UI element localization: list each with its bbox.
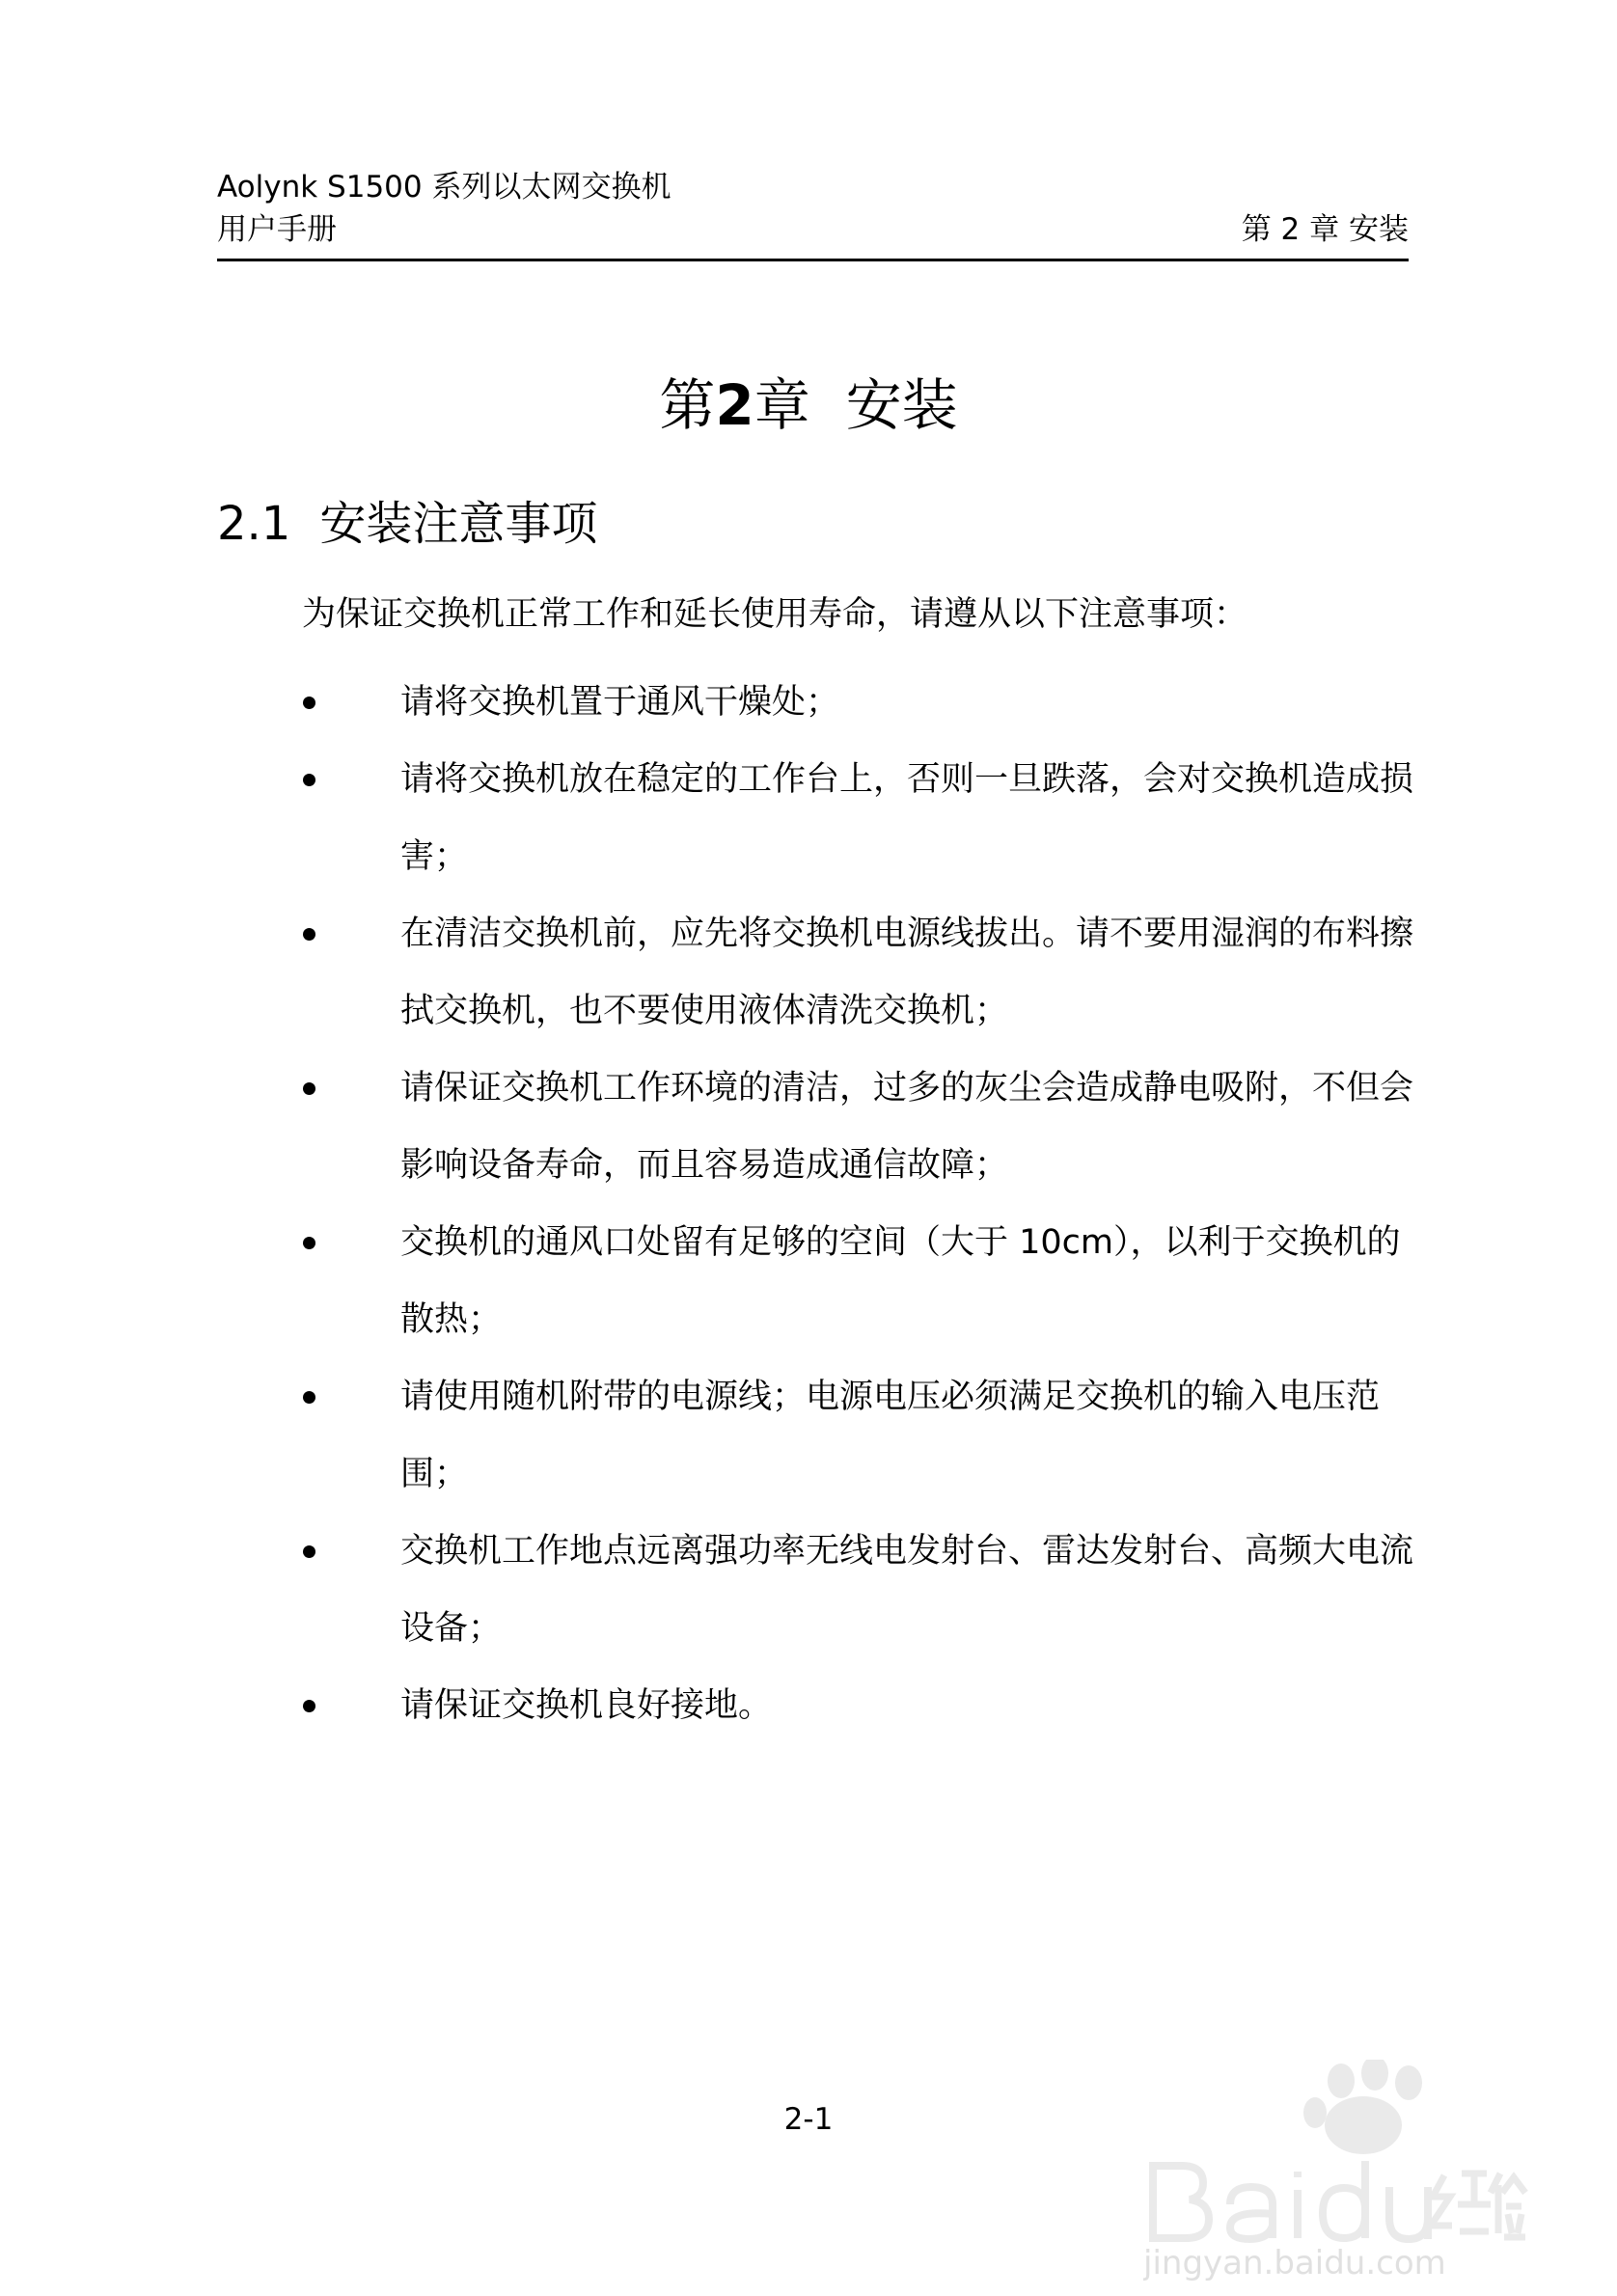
brand-wordmark	[1153, 2161, 1428, 2239]
chapter-suffix: 章	[754, 372, 810, 438]
note-text: 在清洁交换机前，应先将交换机电源线拔出。请不要用湿润的布料擦拭交换机，也不要使用液体清洗交换机；	[400, 915, 1414, 1030]
bullet-icon	[303, 1700, 315, 1712]
section-title	[217, 492, 597, 556]
list-item	[299, 1667, 1413, 1744]
list-item	[299, 664, 1413, 741]
bullet-icon	[303, 1237, 315, 1249]
section-number: 2.1	[217, 497, 291, 551]
note-text: 请使用随机附带的电源线；电源电压必须满足交换机的输入电压范围；	[400, 1378, 1381, 1493]
list-item	[299, 741, 1413, 895]
watermark-url: jingyan.baidu.com	[1143, 2244, 1446, 2282]
chapter-title	[0, 367, 1617, 444]
running-header	[217, 162, 1409, 261]
header-doc-type: 用户手册	[217, 212, 337, 247]
paw-logo-icon	[1303, 2060, 1422, 2154]
header-product-line: Aolynk S1500 系列以太网交换机	[217, 170, 671, 205]
intro-paragraph: 为保证交换机正常工作和延长使用寿命，请遵从以下注意事项：	[302, 595, 1248, 634]
chapter-number: 2	[715, 372, 754, 438]
jingyan-glyphs	[1431, 2173, 1525, 2237]
note-text: 请保证交换机良好接地。	[400, 1686, 773, 1725]
list-item	[299, 1513, 1413, 1667]
list-item	[299, 1204, 1413, 1358]
list-item	[299, 895, 1413, 1050]
baidu-jingyan-watermark	[1143, 2060, 1529, 2282]
bullet-icon	[303, 1391, 315, 1404]
note-text: 请将交换机置于通风干燥处；	[400, 683, 840, 722]
bullet-icon	[303, 1082, 315, 1095]
section-name: 安装注意事项	[319, 497, 598, 551]
list-item	[299, 1358, 1413, 1513]
bullet-icon	[303, 928, 315, 941]
bullet-icon	[303, 774, 315, 786]
note-text: 请将交换机放在稳定的工作台上，否则一旦跌落，会对交换机造成损害；	[400, 760, 1414, 876]
list-item	[299, 1050, 1413, 1204]
bullet-icon	[303, 1545, 315, 1558]
bullet-icon	[303, 697, 315, 709]
header-chapter-ref: 第 2 章 安装	[1241, 212, 1409, 247]
note-text: 交换机工作地点远离强功率无线电发射台、雷达发射台、高频大电流设备；	[400, 1532, 1414, 1648]
chapter-name: 安装	[845, 372, 958, 438]
page-number: 2-1	[783, 2102, 834, 2137]
note-text: 请保证交换机工作环境的清洁，过多的灰尘会造成静电吸附，不但会影响设备寿命，而且容易造成通信故障；	[400, 1069, 1414, 1185]
chapter-prefix: 第	[659, 372, 716, 438]
notes-list	[299, 664, 1413, 1744]
note-text: 交换机的通风口处留有足够的空间（大于 10cm），以利于交换机的散热；	[400, 1223, 1401, 1339]
